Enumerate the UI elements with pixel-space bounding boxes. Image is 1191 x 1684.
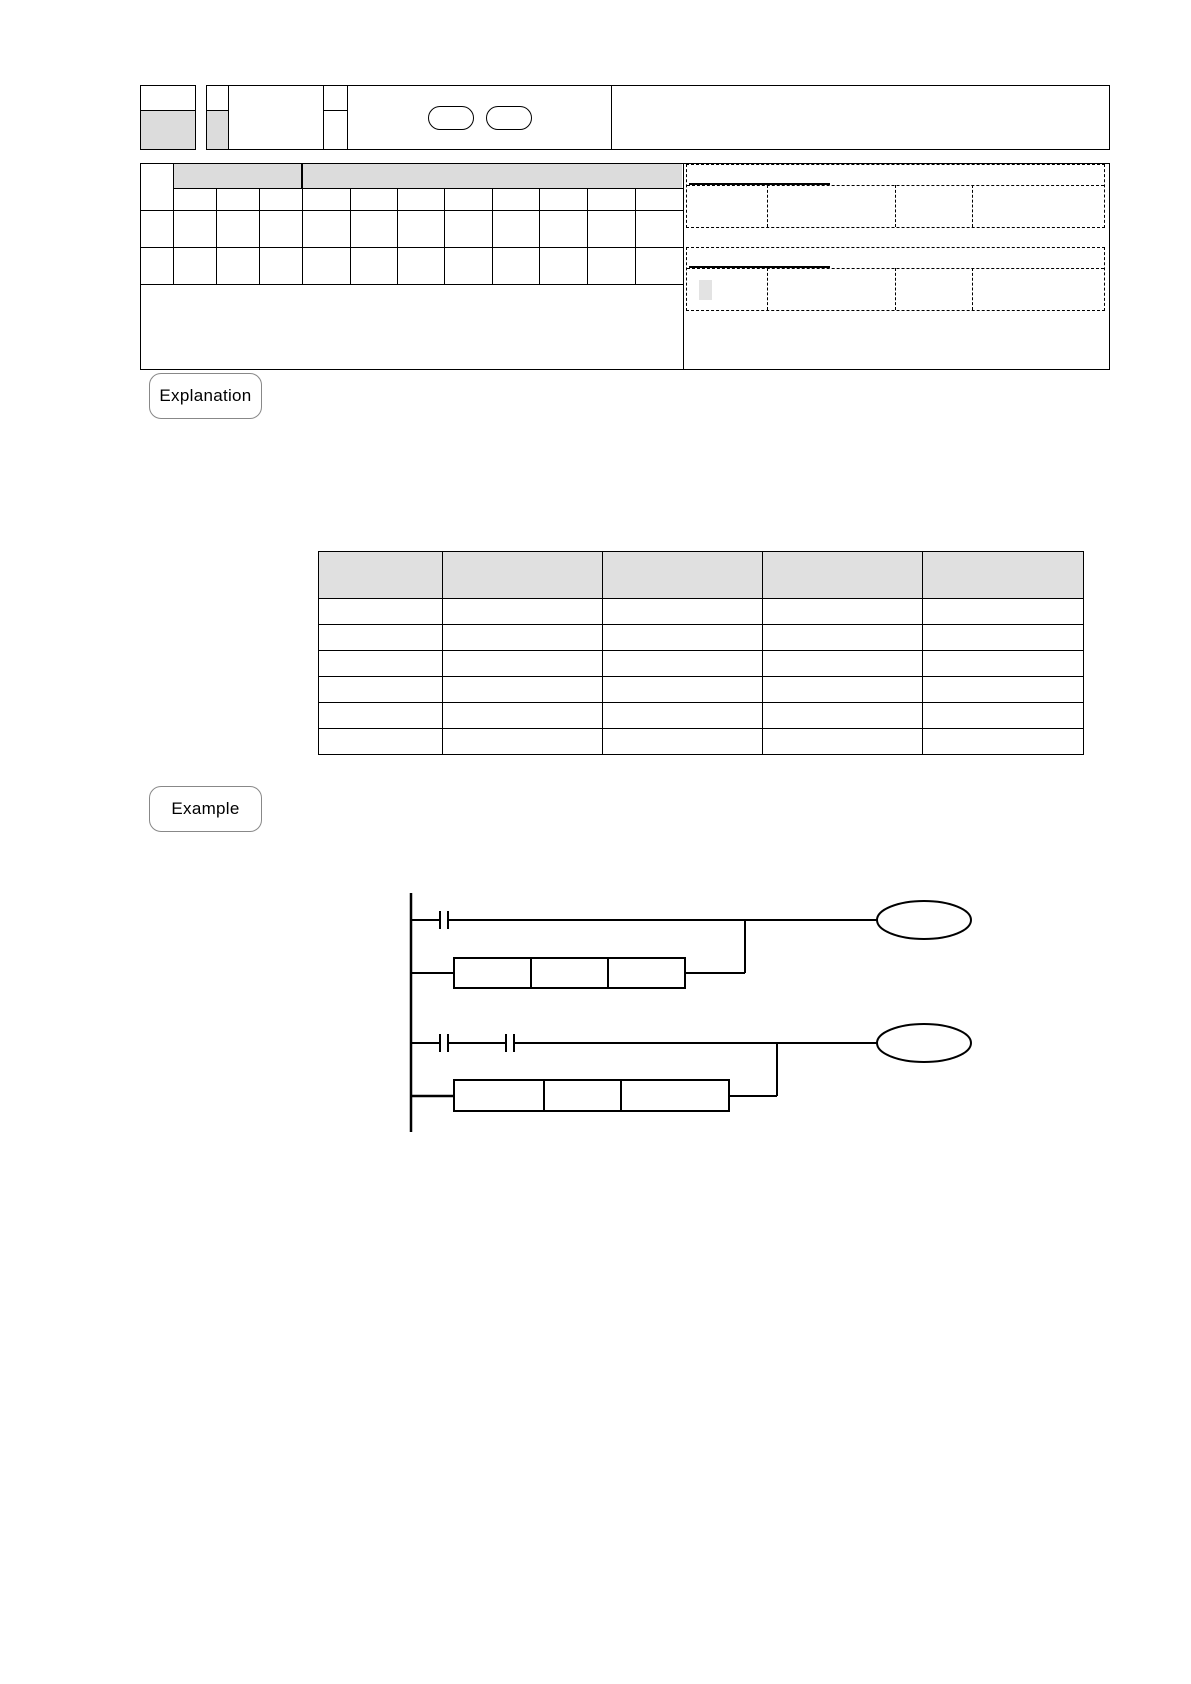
rung2-compare-s2 bbox=[621, 1080, 729, 1111]
rung1-compare-s2 bbox=[608, 958, 685, 988]
rung2-compare-op bbox=[454, 1080, 544, 1111]
rung1-coil bbox=[877, 901, 971, 939]
rung2-coil bbox=[877, 1024, 971, 1062]
example-label: Example bbox=[149, 786, 262, 832]
explanation-label: Explanation bbox=[149, 373, 262, 419]
rung1-compare-s1 bbox=[531, 958, 608, 988]
rung2-compare-s1 bbox=[544, 1080, 621, 1111]
rung1-compare-op bbox=[454, 958, 531, 988]
